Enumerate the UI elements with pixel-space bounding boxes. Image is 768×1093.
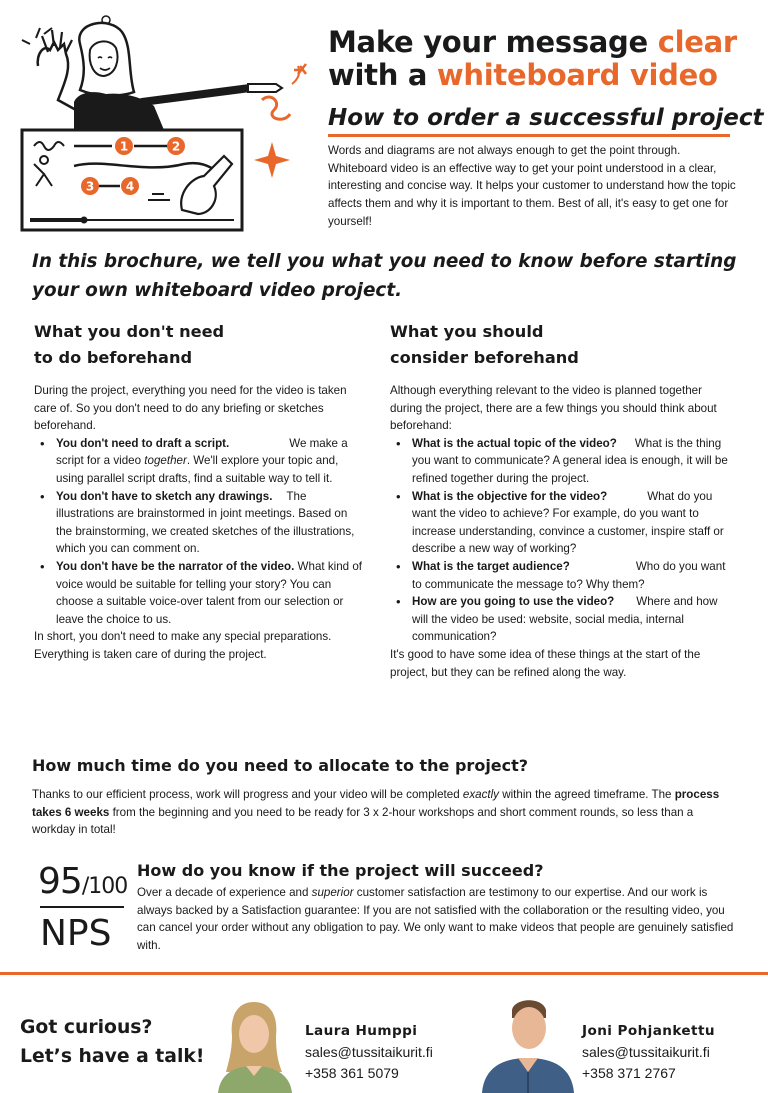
right-column-body bbox=[390, 382, 730, 681]
list-item-text: What do you want the video to achieve? For example, do you want to increase understanding, convince a customer, inspire staff or describe a new way of working? bbox=[412, 489, 724, 556]
time-text-bold: process takes 6 weeks bbox=[32, 788, 720, 819]
cta-line2: Let’s have a talk! bbox=[20, 1046, 205, 1067]
time-text-part: from the beginning and you need to be ready for 3 x 2-hour workshops and short comment rounds, so less than a workday in total! bbox=[32, 805, 694, 837]
right-column-outro: It's good to have some idea of these things at the start of the project, but they can be refined along the way. bbox=[390, 647, 701, 679]
list-item-bold: What is the actual topic of the video? bbox=[412, 436, 617, 450]
list-item-bold: You don't have to sketch any drawings. bbox=[56, 489, 273, 503]
contact-phone[interactable]: +358 361 5079 bbox=[305, 1065, 399, 1081]
time-section-heading: How much time do you need to allocate to the project? bbox=[32, 756, 529, 775]
list-item bbox=[56, 488, 364, 558]
list-item bbox=[412, 488, 730, 558]
step-3-label: 3 bbox=[85, 179, 95, 194]
cta-line1: Got curious? bbox=[20, 1017, 153, 1038]
success-section-text bbox=[137, 884, 741, 954]
contact-photo-joni bbox=[478, 994, 578, 1093]
list-item-bold: You don't need to draft a script. bbox=[56, 436, 230, 450]
right-column-title-line1: What you should bbox=[390, 322, 544, 341]
list-item-emphasis: together bbox=[144, 454, 187, 468]
list-item bbox=[412, 435, 730, 488]
title-line1-plain: Make your message bbox=[328, 25, 658, 59]
list-item-text: Where and how will the video be used: website, social media, internal communication? bbox=[412, 595, 718, 644]
list-item-bold: What is the target audience? bbox=[412, 559, 570, 573]
list-item-text: Who do you want to communicate the message to? Why them? bbox=[412, 559, 726, 591]
list-item bbox=[412, 558, 730, 593]
list-item bbox=[56, 558, 364, 628]
list-item-bold: You don't have be the narrator of the video. bbox=[56, 559, 295, 573]
footer-divider bbox=[0, 972, 768, 975]
contact-name: Laura Humppi bbox=[305, 1023, 418, 1039]
title-line2-accent: whiteboard video bbox=[436, 58, 718, 92]
contact-photo-laura bbox=[212, 996, 296, 1093]
page-title bbox=[328, 26, 758, 92]
list-item-bold: How are you going to use the video? bbox=[412, 595, 615, 609]
nps-label: NPS bbox=[40, 913, 112, 954]
title-line1-accent: clear bbox=[657, 25, 737, 59]
contact-phone[interactable]: +358 371 2767 bbox=[582, 1065, 676, 1081]
list-item-text: What is the thing you want to communicate? A general idea is enough, it will be refined together during the project. bbox=[412, 436, 728, 485]
contact-name: Joni Pohjankettu bbox=[582, 1023, 715, 1039]
step-1-label: 1 bbox=[119, 139, 129, 154]
right-column-list bbox=[390, 435, 730, 646]
call-to-action bbox=[20, 1013, 204, 1071]
contact-card-joni bbox=[582, 1021, 715, 1084]
list-item-bold: What is the objective for the video? bbox=[412, 489, 608, 503]
title-line2-plain: with a bbox=[328, 58, 437, 92]
time-section-text bbox=[32, 786, 738, 839]
left-column-outro: In short, you don't need to make any special preparations. Everything is taken care of during the project. bbox=[34, 630, 332, 661]
nps-score-denominator: /100 bbox=[81, 874, 128, 899]
left-column-list bbox=[34, 435, 364, 629]
whiteboard-presenter-illustration bbox=[14, 14, 320, 236]
right-column-title-line2: consider beforehand bbox=[390, 348, 579, 367]
left-column-title-line1: What you don't need bbox=[34, 322, 225, 341]
subtitle-underline bbox=[328, 134, 730, 137]
left-column-title-line2: to do beforehand bbox=[34, 348, 193, 367]
page-subtitle: How to order a successful project bbox=[328, 105, 764, 131]
list-item bbox=[412, 593, 730, 646]
right-column-title bbox=[390, 319, 579, 371]
success-text-emphasis: superior bbox=[311, 886, 354, 899]
left-column-title bbox=[34, 319, 224, 371]
list-item-text: What kind of voice would be suitable for telling your story? You can choose a suitable voice-over talent from our selection or leave the choice to us. bbox=[56, 559, 362, 626]
nps-score-value: 95 bbox=[38, 861, 82, 902]
time-text-emphasis: exactly bbox=[462, 788, 499, 801]
intro-paragraph: Words and diagrams are not always enough to get the point through. Whiteboard video is an effective way to get your point understood in a clear, interesting and concise way. It helps your customer to understand how the topic affects them and why it is important to them. Best of all, it's easy to get one for yourself! bbox=[328, 144, 736, 228]
right-column-intro: Although everything relevant to the video is planned together during the project, there are a few things you should think about beforehand: bbox=[390, 384, 717, 433]
list-item-text: . We'll explore your topic and, using parallel script drafts, find a suitable way to tell it. bbox=[56, 454, 339, 485]
contact-email[interactable]: sales@tussitaikurit.fi bbox=[305, 1044, 433, 1060]
nps-divider bbox=[40, 906, 124, 908]
contact-card-laura bbox=[305, 1021, 433, 1084]
nps-badge bbox=[38, 860, 130, 956]
success-text-part: Over a decade of experience and bbox=[137, 886, 312, 899]
list-item bbox=[56, 435, 364, 488]
left-column-body bbox=[34, 382, 364, 664]
contact-email[interactable]: sales@tussitaikurit.fi bbox=[582, 1044, 710, 1060]
success-text-part: customer satisfaction are testimony to our expertise. And our work is always backed by a Satisfaction guarantee: If you are not satisfied with the collaboration or the resulting video, you can cancel your order without any obligation to pay. We only want to make videos that people are genuinely satisfied with. bbox=[137, 886, 734, 952]
nps-score bbox=[38, 860, 127, 909]
list-item-text: The illustrations are brainstormed in joint meetings. Based on the brainstorming, we created sketches of the illustrations, which you can comment on. bbox=[56, 489, 355, 556]
left-column-intro: During the project, everything you need for the video is taken care of. So you don't need to do any briefing or sketches beforehand. bbox=[34, 384, 347, 433]
lead-statement: In this brochure, we tell you what you need to know before starting your own whiteboard video project. bbox=[32, 251, 737, 301]
time-text-part: within the agreed timeframe. The bbox=[498, 788, 675, 801]
step-4-label: 4 bbox=[125, 179, 135, 194]
time-text-part: Thanks to our efficient process, work will progress and your video will be completed bbox=[32, 788, 463, 801]
list-item-text: We make a script for a video bbox=[56, 436, 348, 468]
step-2-label: 2 bbox=[171, 139, 181, 154]
success-section-heading: How do you know if the project will succeed? bbox=[137, 861, 544, 880]
